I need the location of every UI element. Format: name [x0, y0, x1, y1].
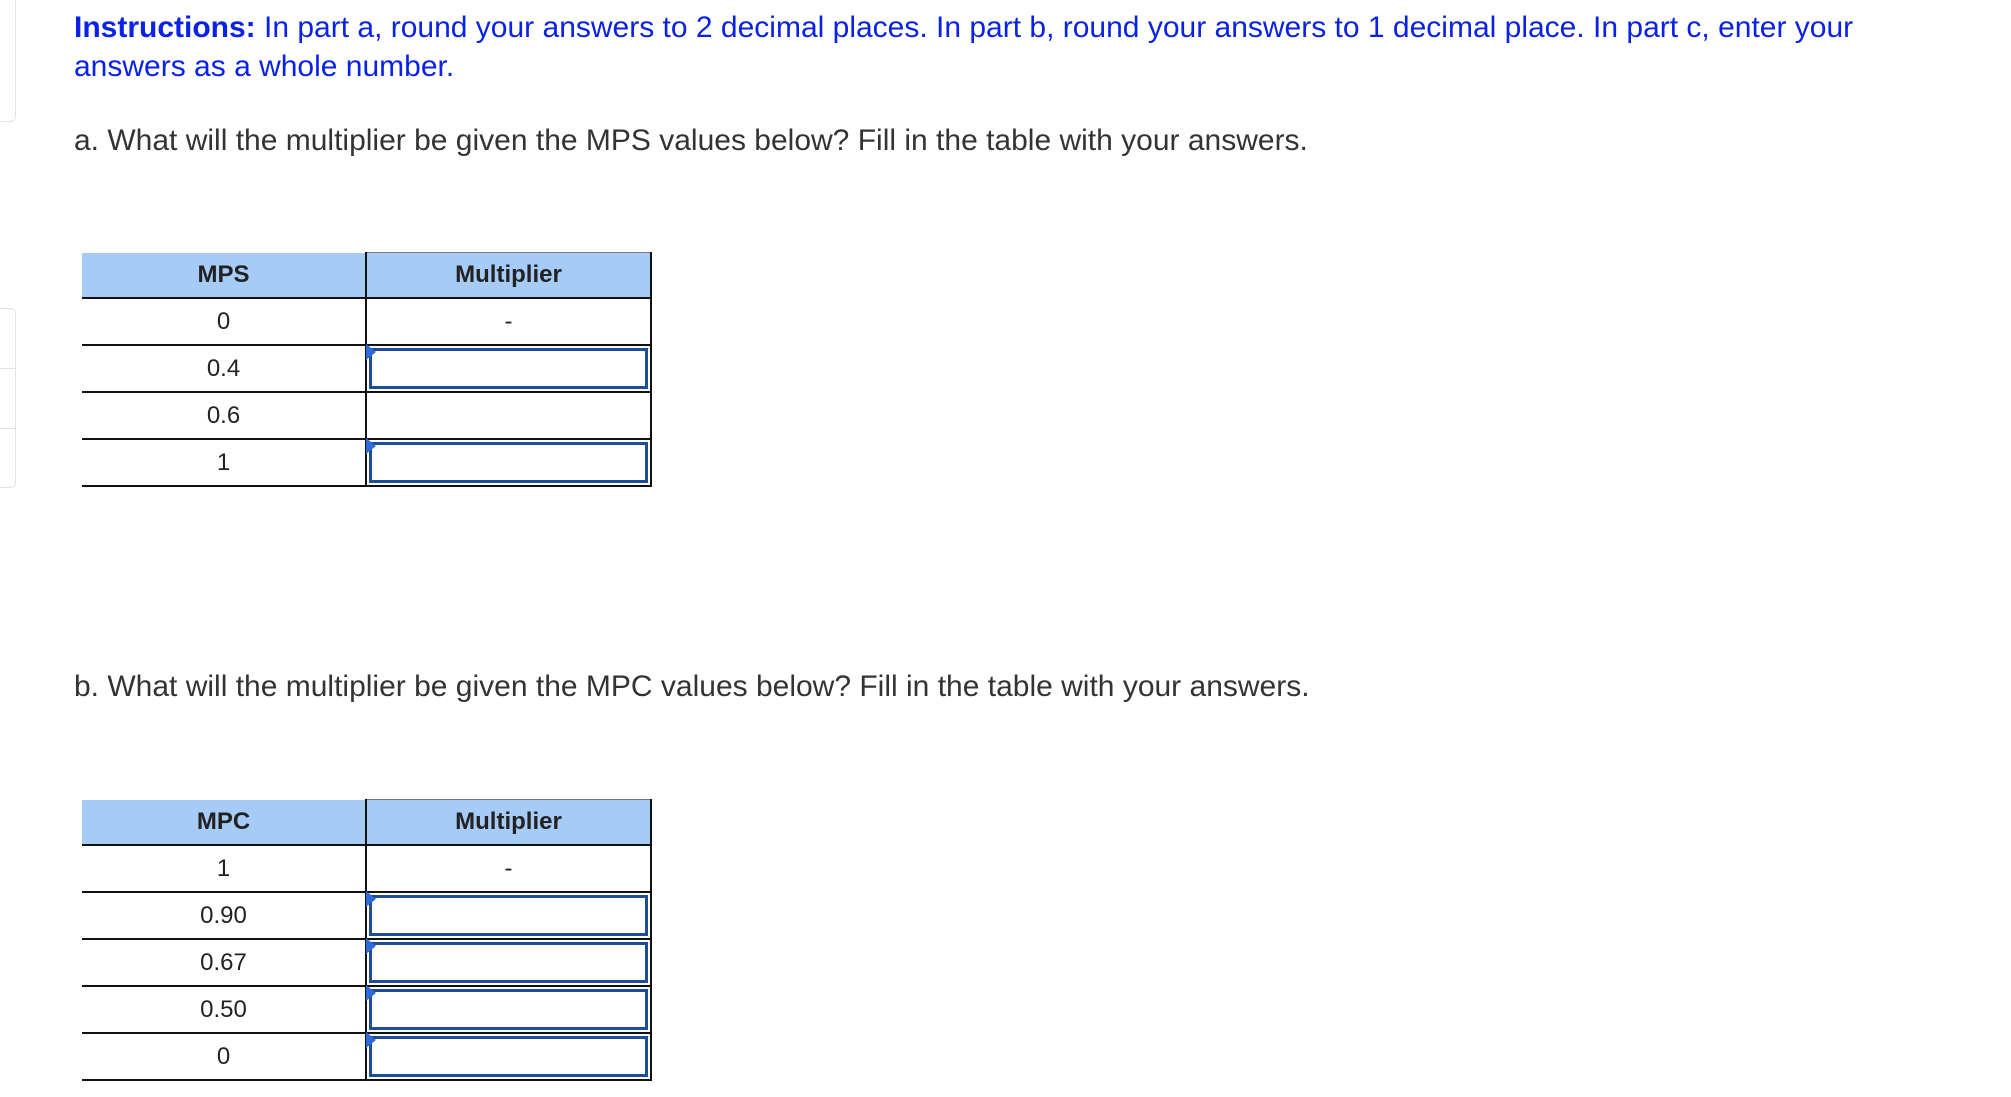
mps-value: 0.4	[82, 345, 366, 392]
column-header-mps: MPS	[82, 253, 366, 299]
multiplier-answer-box[interactable]	[369, 1036, 648, 1077]
table-row	[82, 345, 651, 392]
multiplier-answer-box[interactable]	[369, 895, 648, 936]
mpc-value: 0.50	[82, 986, 366, 1033]
multiplier-cell	[366, 892, 651, 939]
question-part-b: b. What will the multiplier be given the MPC values below? Fill in the table with your answers.	[74, 670, 1310, 703]
multiplier-answer-input[interactable]	[369, 395, 648, 436]
multiplier-cell	[366, 439, 651, 486]
multiplier-answer-input[interactable]	[372, 898, 645, 933]
multiplier-answer-input[interactable]	[372, 445, 645, 480]
answer-flag-icon	[366, 938, 376, 954]
multiplier-cell	[366, 1033, 651, 1080]
column-header-multiplier: Multiplier	[366, 800, 651, 846]
table-row	[82, 939, 651, 986]
answer-flag-icon	[366, 891, 376, 907]
instructions-label: Instructions:	[74, 11, 256, 44]
multiplier-answer-input[interactable]	[372, 945, 645, 980]
table-row	[82, 392, 651, 439]
column-header-multiplier: Multiplier	[366, 253, 651, 299]
table-header-row	[82, 800, 651, 846]
side-panel-tab[interactable]	[0, 0, 16, 122]
multiplier-answer-input[interactable]	[372, 1039, 645, 1074]
multiplier-cell	[366, 939, 651, 986]
mpc-value: 0.67	[82, 939, 366, 986]
mps-value: 0.6	[82, 392, 366, 439]
multiplier-answer-box[interactable]	[369, 442, 648, 483]
multiplier-cell	[366, 345, 651, 392]
answer-flag-icon	[366, 438, 376, 454]
multiplier-value: -	[366, 298, 651, 345]
table-header-row	[82, 253, 651, 299]
table-row	[82, 1033, 651, 1080]
table-row	[82, 986, 651, 1033]
multiplier-answer-input[interactable]	[372, 992, 645, 1027]
multiplier-answer-box[interactable]	[369, 348, 648, 389]
instructions-text: In part a, round your answers to 2 decimal places. In part b, round your answers to 1 decimal place. In part c, enter your answers as a whole number.	[74, 11, 1854, 83]
mps-value: 0	[82, 298, 366, 345]
table-row	[82, 439, 651, 486]
answer-flag-icon	[366, 1032, 376, 1048]
answer-flag-icon	[366, 985, 376, 1001]
multiplier-cell	[366, 392, 651, 439]
multiplier-value: -	[366, 845, 651, 892]
mpc-value: 0	[82, 1033, 366, 1080]
table-row	[82, 845, 651, 892]
table-row	[82, 298, 651, 345]
multiplier-answer-input[interactable]	[372, 351, 645, 386]
mpc-value: 0.90	[82, 892, 366, 939]
side-panel-tab[interactable]	[0, 368, 16, 430]
table-row	[82, 892, 651, 939]
column-header-mpc: MPC	[82, 800, 366, 846]
instructions	[74, 8, 1934, 86]
mpc-value: 1	[82, 845, 366, 892]
mps-multiplier-table	[82, 252, 652, 487]
multiplier-answer-box[interactable]	[369, 989, 648, 1030]
answer-flag-icon	[366, 344, 376, 360]
multiplier-answer-box[interactable]	[369, 942, 648, 983]
mps-value: 1	[82, 439, 366, 486]
side-panel-tab[interactable]	[0, 308, 16, 370]
question-part-a: a. What will the multiplier be given the MPS values below? Fill in the table with your answers.	[74, 124, 1308, 157]
multiplier-cell	[366, 986, 651, 1033]
side-panel-tab[interactable]	[0, 428, 16, 488]
mpc-multiplier-table	[82, 799, 652, 1081]
multiplier-answer-box[interactable]	[369, 395, 648, 436]
